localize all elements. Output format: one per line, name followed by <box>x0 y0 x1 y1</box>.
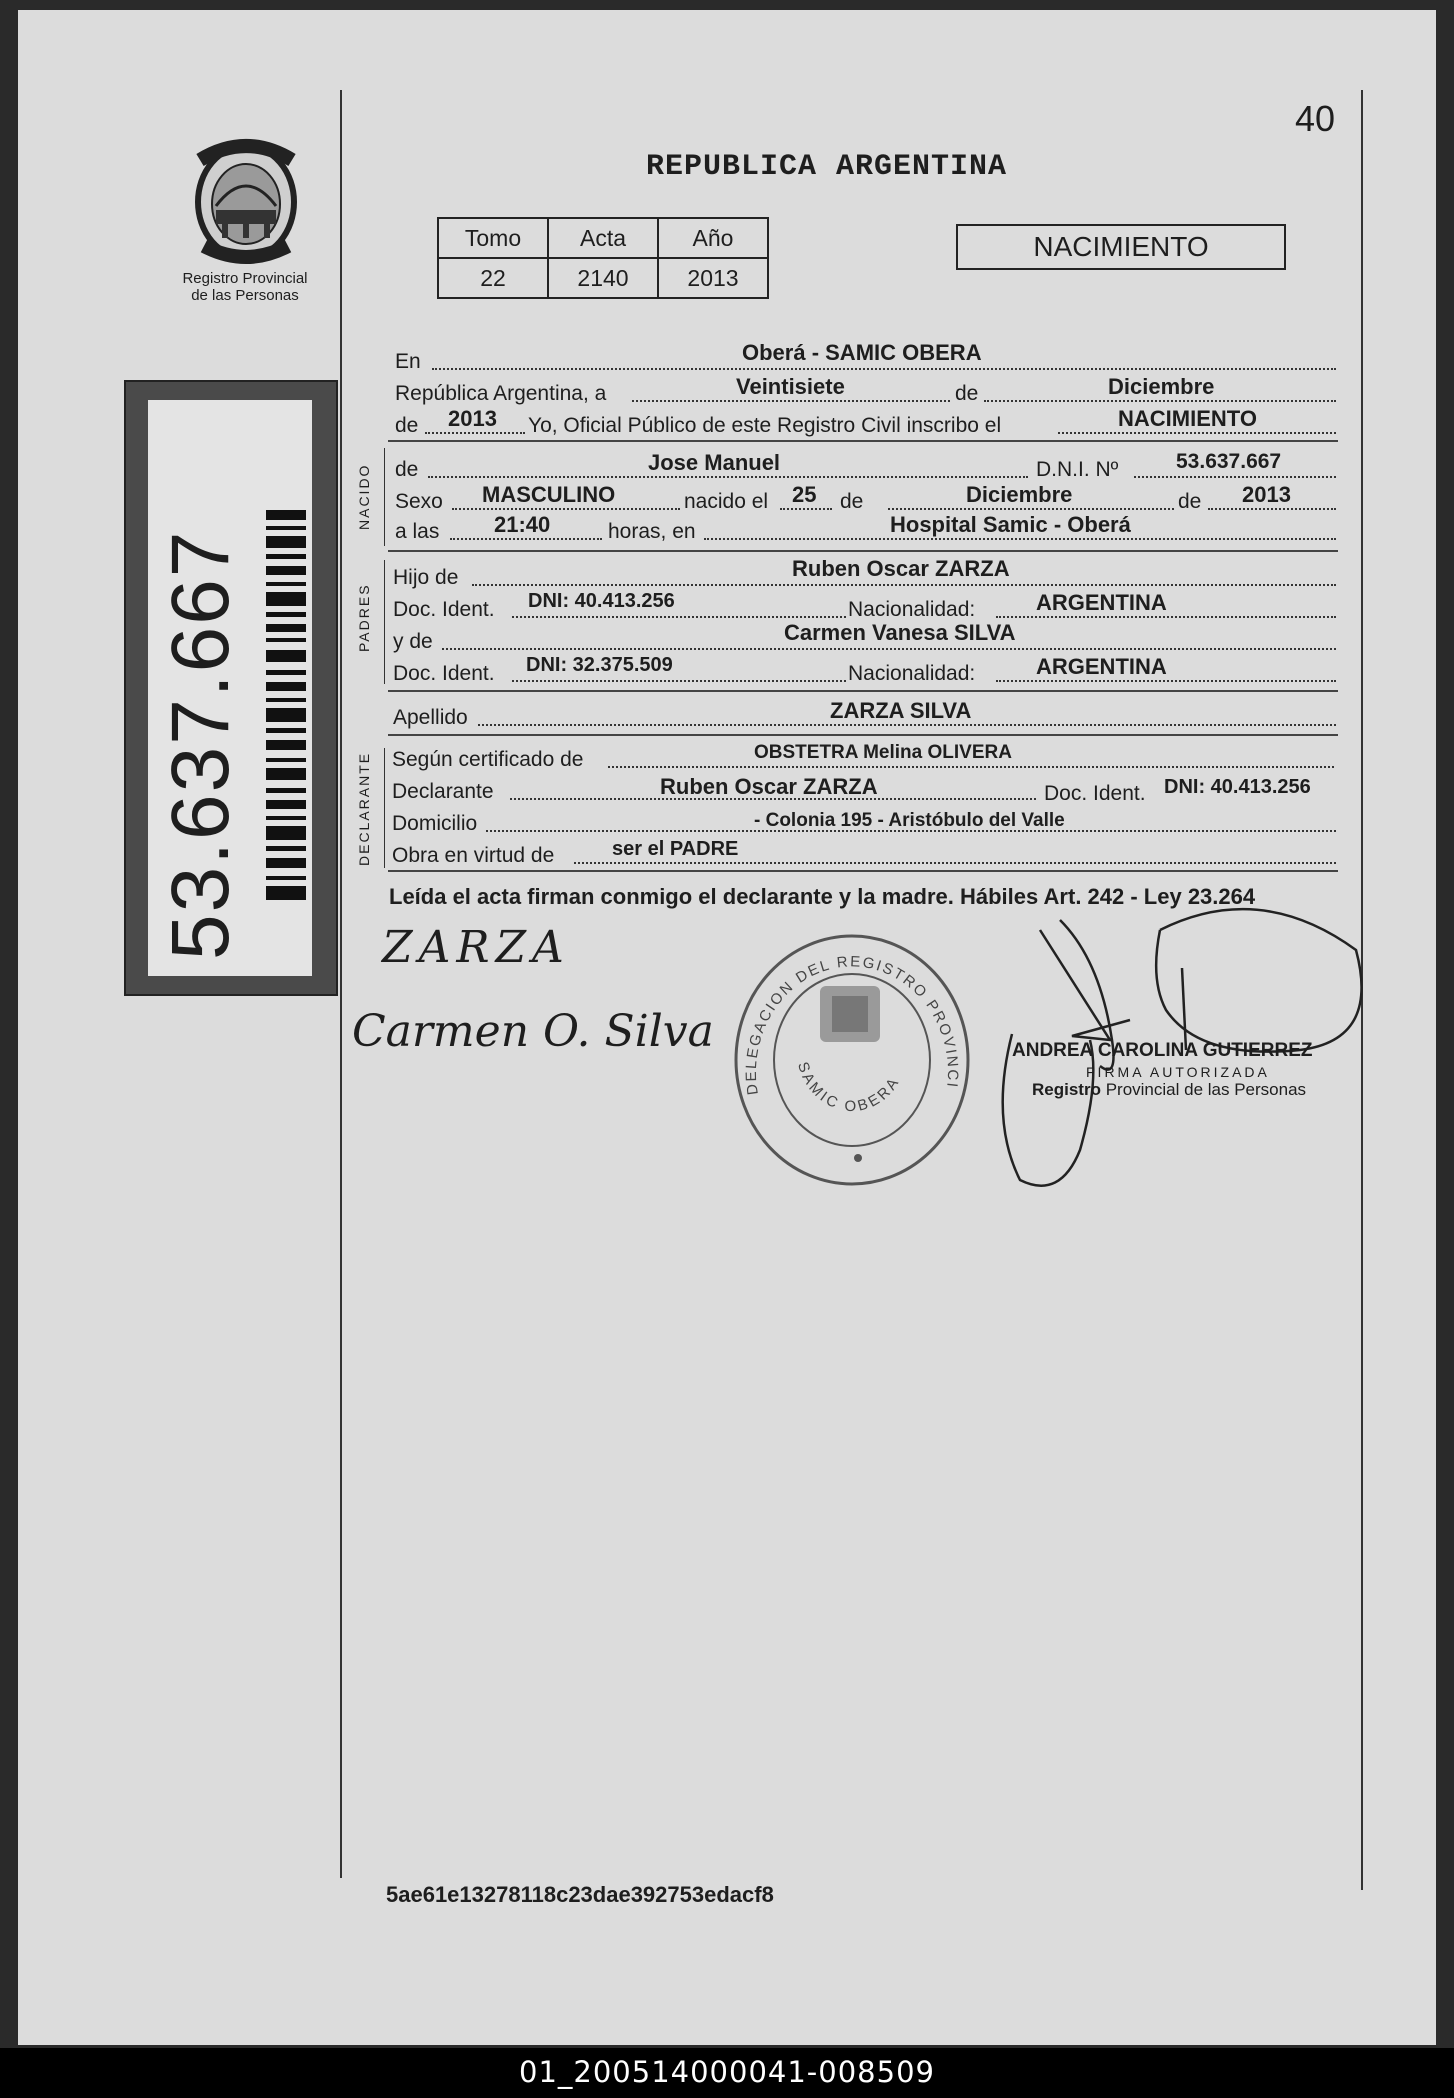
address-value: - Colonia 195 - Aristóbulo del Valle <box>754 810 1065 831</box>
col-acta-header: Acta <box>548 218 658 258</box>
officer-org <box>1032 1080 1306 1100</box>
certificate-kind-box: NACIMIENTO <box>956 224 1286 270</box>
year-value: 2013 <box>448 406 497 431</box>
label-doc-ident-declarant: Doc. Ident. <box>1044 782 1146 805</box>
barcode-number: 53.637.667 <box>155 529 246 960</box>
label-hijo-de: Hijo de <box>393 566 459 589</box>
certificate-value: OBSTETRA Melina OLIVERA <box>754 742 1012 763</box>
label-de-birth-year: de <box>1178 490 1202 513</box>
birth-day-value: 25 <box>792 482 817 507</box>
registry-label-line2: de las Personas <box>191 287 299 304</box>
label-obra-virtud: Obra en virtud de <box>392 844 555 867</box>
declarant-doc-value: DNI: 40.413.256 <box>1164 776 1311 798</box>
document-title: REPUBLICA ARGENTINA <box>646 150 1008 184</box>
month-value: Diciembre <box>1108 374 1215 399</box>
label-domicilio: Domicilio <box>392 812 478 835</box>
mother-doc-value: DNI: 32.375.509 <box>526 654 673 676</box>
mother-nationality-value: ARGENTINA <box>1036 654 1167 679</box>
label-nacido-el: nacido el <box>684 490 769 513</box>
label-apellido: Apellido <box>393 706 468 729</box>
label-sexo: Sexo <box>395 490 443 513</box>
label-nacionalidad: Nacionalidad: <box>848 598 976 621</box>
officer-role: FIRMA AUTORIZADA <box>1086 1064 1270 1080</box>
ano-value: 2013 <box>658 258 768 298</box>
stamp-text-icon <box>734 944 970 1184</box>
label-de: de <box>955 382 979 405</box>
label-y-de: y de <box>393 630 433 653</box>
father-doc-value: DNI: 40.413.256 <box>528 590 675 612</box>
officer-org-rest: Provincial de las Personas <box>1105 1080 1307 1099</box>
birth-year-value: 2013 <box>1242 482 1291 507</box>
file-identifier: 01_200514000041-008509 <box>519 2055 935 2089</box>
document-hash: 5ae61e13278118c23dae392753edacf8 <box>386 1882 774 1907</box>
child-name-value: Jose Manuel <box>648 450 781 475</box>
side-label-declarante: DECLARANTE <box>356 751 372 866</box>
col-ano-header: Año <box>658 218 768 258</box>
label-horas-en: horas, en <box>608 520 696 543</box>
reason-value: ser el PADRE <box>612 838 739 860</box>
svg-text:DELEGACION DEL REGISTRO PROVIN: DELEGACION DEL REGISTRO PROVINCI <box>742 953 962 1096</box>
label-declarante: Declarante <box>392 780 494 803</box>
declarant-value: Ruben Oscar ZARZA <box>660 774 878 799</box>
child-dni-value: 53.637.667 <box>1176 450 1282 473</box>
father-name-value: Ruben Oscar ZARZA <box>792 556 1010 581</box>
label-yo-oficial: Yo, Oficial Público de este Registro Civil inscribo el <box>528 414 1002 437</box>
mother-signature: Carmen O. Silva <box>352 1006 714 1057</box>
stamp-ring-text <box>734 944 970 1184</box>
surname-value: ZARZA SILVA <box>830 698 972 723</box>
father-nationality-value: ARGENTINA <box>1036 590 1167 615</box>
registry-label-line1: Registro Provincial <box>182 270 308 287</box>
birth-place-value: Hospital Samic - Oberá <box>890 512 1131 537</box>
label-segun-certificado: Según certificado de <box>392 748 584 771</box>
act-kind-value: NACIMIENTO <box>1118 406 1257 431</box>
officer-name: ANDREA CAROLINA GUTIERREZ <box>1012 1040 1313 1061</box>
side-label-nacido: NACIDO <box>356 463 372 530</box>
birth-month-value: Diciembre <box>966 482 1073 507</box>
officer-org-bold: Registro <box>1032 1080 1101 1099</box>
birth-time-value: 21:40 <box>494 512 551 537</box>
closing-statement: Leída el acta firman conmigo el declarante y la madre. Hábiles Art. 242 - Ley 23.264 <box>389 884 1256 909</box>
mother-name-value: Carmen Vanesa SILVA <box>784 620 1016 645</box>
father-signature: ZARZA <box>382 922 570 973</box>
side-label-padres: PADRES <box>356 583 372 652</box>
label-dni: D.N.I. Nº <box>1036 458 1119 481</box>
svg-text:SAMIC OBERA: SAMIC OBERA <box>793 1059 904 1116</box>
label-nacionalidad-mother: Nacionalidad: <box>848 662 976 685</box>
label-republica: República Argentina, a <box>395 382 607 405</box>
acta-value: 2140 <box>548 258 658 298</box>
sexo-value: MASCULINO <box>482 482 616 507</box>
label-de-name: de <box>395 458 419 481</box>
label-de-month: de <box>840 490 864 513</box>
label-de-year: de <box>395 414 419 437</box>
place-value: Oberá - SAMIC OBERA <box>742 340 982 365</box>
tomo-value: 22 <box>438 258 548 298</box>
col-tomo-header: Tomo <box>438 218 548 258</box>
day-words-value: Veintisiete <box>736 374 845 399</box>
label-en: En <box>395 350 421 373</box>
page-number: 40 <box>1295 98 1336 139</box>
label-doc-ident: Doc. Ident. <box>393 598 495 621</box>
label-a-las: a las <box>395 520 440 543</box>
label-doc-ident-mother: Doc. Ident. <box>393 662 495 685</box>
